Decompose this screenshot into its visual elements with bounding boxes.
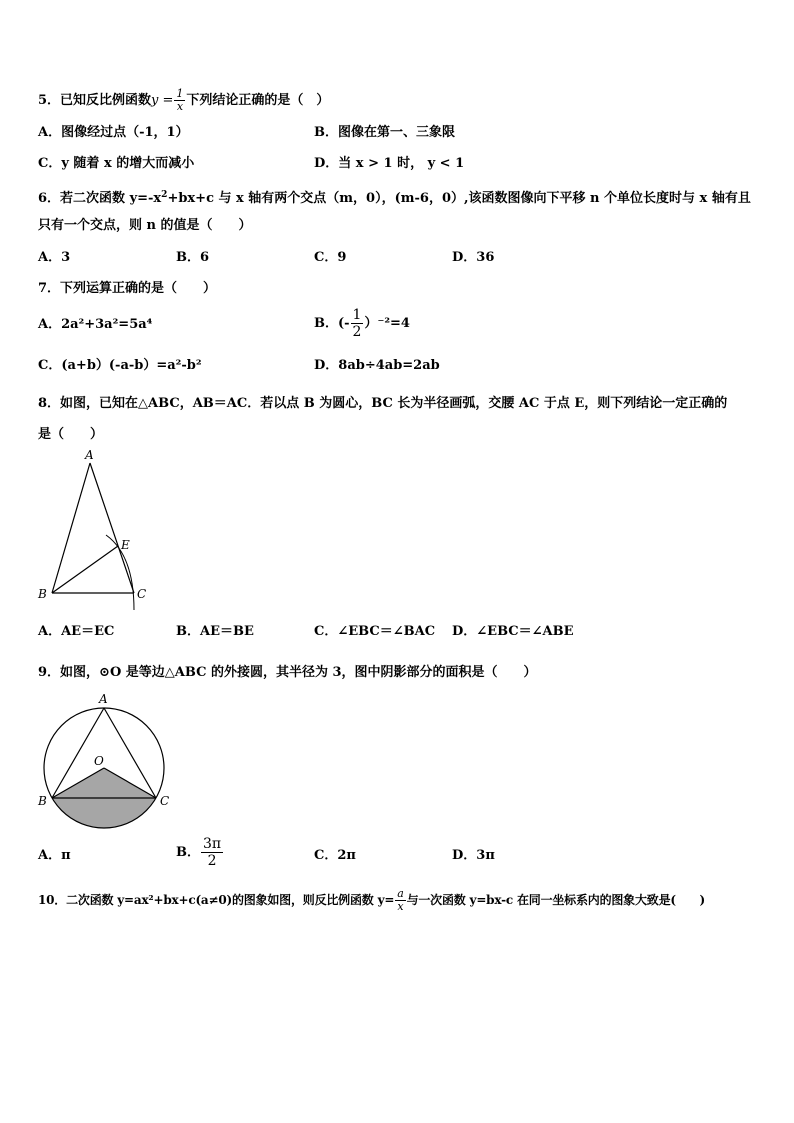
q9-option-b-fraction: $\frac{3\pi}{2}$ (203, 836, 222, 869)
q9-stem: 9．如图，⊙O 是等边△ABC 的外接圆，其半径为 3，图中阴影部分的面积是（ ） (38, 665, 537, 680)
q9-label-c: C (160, 794, 170, 808)
q5-stem-text: 5．已知反比例函数 (38, 93, 152, 108)
q8-option-d[interactable]: D．∠EBC＝∠ABE (452, 624, 574, 639)
q9-option-d[interactable]: D．3π (452, 848, 495, 863)
q8-label-a: A (85, 448, 94, 462)
q10-stem: 10．二次函数 y=ax²+bx+c(a≠0)的图象如图，则反比例函数 y= $\frac{a}{x}$ 与一次函数 y=bx-c 在同一坐标系内的图象大致是( ) (38, 887, 705, 913)
q6-option-b[interactable]: B．6 (176, 250, 210, 265)
q10-fraction: $\frac{a}{x}$ (397, 887, 404, 913)
q5-option-b[interactable]: B．图像在第一、三象限 (314, 125, 455, 140)
q7-option-b-fraction: $\frac{1}{2}$ (352, 307, 362, 340)
q9-label-b: B (38, 794, 47, 808)
q5-option-d[interactable]: D．当 x > 1 时， y < 1 (314, 156, 465, 171)
q9-option-b[interactable]: B． $\frac{3\pi}{2}$ (176, 836, 222, 869)
q6-option-a[interactable]: A．3 (38, 250, 71, 265)
q7-option-b[interactable]: B．(- $\frac{1}{2}$ ）⁻²=4 (314, 307, 410, 340)
q8-segment-be (52, 546, 118, 593)
q5-option-a[interactable]: A．图像经过点（-1，1） (38, 125, 189, 140)
q9-option-c[interactable]: C．2π (314, 848, 356, 863)
q5-fraction: $\frac{1}{x}$ (176, 87, 184, 113)
q7-option-d[interactable]: D．8ab÷4ab=2ab (314, 358, 440, 373)
q6-option-c[interactable]: C．9 (314, 250, 347, 265)
q6-option-d[interactable]: D．36 (452, 250, 495, 265)
q5-option-c[interactable]: C．y 随着 x 的增大而减小 (38, 156, 195, 171)
q8-side-ac (90, 463, 134, 593)
q9-option-a[interactable]: A．π (38, 848, 71, 863)
q8-option-c[interactable]: C．∠EBC＝∠BAC (314, 624, 436, 639)
q8-option-a[interactable]: A．AE＝EC (38, 624, 115, 639)
q9-label-a: A (99, 692, 108, 706)
q7-option-c[interactable]: C．(a+b）(-a-b）=a²-b² (38, 358, 202, 373)
q5-stem (38, 88, 329, 113)
q8-triangle-figure (30, 445, 160, 620)
q9-label-o: O (94, 754, 104, 768)
q8-label-b: B (38, 587, 47, 601)
q8-label-e: E (121, 538, 130, 552)
q5-y-eq: y = (151, 93, 174, 108)
q8-stem-line2: 是（ ） (38, 427, 104, 442)
q6-stem-line2: 只有一个交点，则 n 的值是（ ） (38, 218, 252, 233)
q9-circle-figure (32, 688, 177, 833)
q8-option-b[interactable]: B．AE＝BE (176, 624, 254, 639)
q7-stem: 7．下列运算正确的是（ ） (38, 281, 217, 296)
q8-stem-line1: 8．如图，已知在△ABC，AB＝AC．若以点 B 为圆心，BC 长为半径画弧，交腰 AC 于点 E，则下列结论一定正确的 (38, 396, 728, 411)
q6-stem-line1: 6．若二次函数 $y=-x^2+bx+c$ 与 x 轴有两个交点（m，0），(m-6，0）,该函数图像向下平移 n 个单位长度时与 x 轴有且 (38, 190, 751, 206)
q8-label-c: C (137, 587, 147, 601)
q5-stem-end: 下列结论正确的是（ ） (186, 93, 330, 108)
q8-arc (106, 535, 134, 610)
q7-option-a[interactable]: A．2a²+3a²=5a⁴ (38, 317, 153, 332)
q8-side-ab (52, 463, 90, 593)
